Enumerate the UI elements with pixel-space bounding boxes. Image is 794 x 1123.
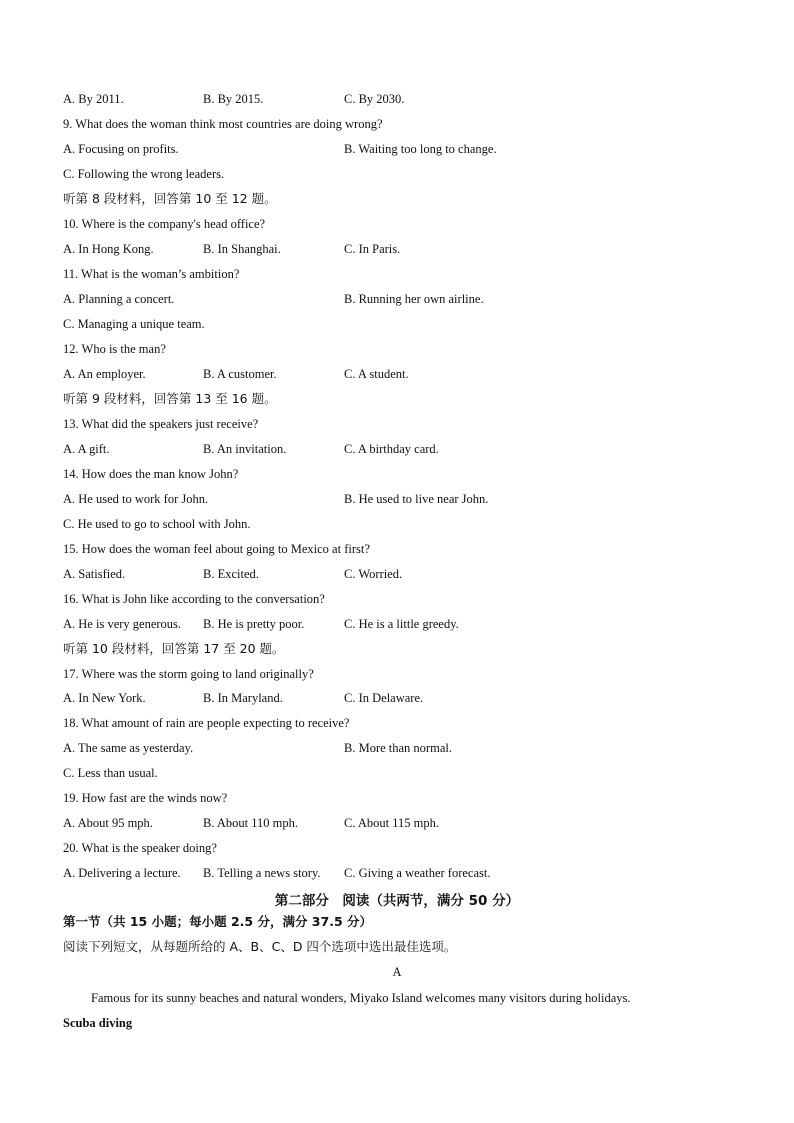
- question-12: 12. Who is the man?: [63, 342, 166, 356]
- question-17: 17. Where was the storm going to land originally?: [63, 667, 314, 681]
- q13-option-c: C. A birthday card.: [344, 442, 439, 456]
- question-19: 19. How fast are the winds now?: [63, 791, 228, 805]
- q16-option-c: C. He is a little greedy.: [344, 617, 459, 631]
- option-b: B. By 2015.: [203, 92, 264, 106]
- q19-option-b: B. About 110 mph.: [203, 816, 299, 830]
- q16-option-b: B. He is pretty poor.: [203, 617, 305, 631]
- passage-intro: Famous for its sunny beaches and natural wonders, Miyako Island welcomes many visitors during holidays.: [91, 991, 631, 1005]
- q19-option-c: C. About 115 mph.: [344, 816, 440, 830]
- q17-option-a: A. In New York.: [63, 691, 146, 705]
- q13-option-a: A. A gift.: [63, 442, 110, 456]
- q10-option-a: A. In Hong Kong.: [63, 242, 154, 256]
- question-18: 18. What amount of rain are people expecting to receive?: [63, 716, 350, 730]
- reading-instruction: 阅读下列短文，从每题所给的 A、B、C、D 四个选项中选出最佳选项。: [63, 939, 457, 954]
- q10-option-c: C. In Paris.: [344, 242, 401, 256]
- option-a: A. By 2011.: [63, 92, 124, 106]
- question-14: 14. How does the man know John?: [63, 467, 239, 481]
- question-13: 13. What did the speakers just receive?: [63, 417, 259, 431]
- subheading-scuba-diving: Scuba diving: [63, 1016, 133, 1030]
- section-one-heading: 第一节（共 15 小题；每小题 2.5 分，满分 37.5 分）: [63, 914, 372, 929]
- option-c: C. By 2030.: [344, 92, 405, 106]
- q15-option-c: C. Worried.: [344, 567, 403, 581]
- q11-option-a: A. Planning a concert.: [63, 292, 175, 306]
- section-9-instruction: 听第 9 段材料，回答第 13 至 16 题。: [63, 391, 277, 406]
- q10-option-b: B. In Shanghai.: [203, 242, 281, 256]
- section-10-instruction: 听第 10 段材料，回答第 17 至 20 题。: [63, 641, 285, 656]
- question-11: 11. What is the woman’s ambition?: [63, 267, 240, 281]
- q13-option-b: B. An invitation.: [203, 442, 287, 456]
- q16-option-a: A. He is very generous.: [63, 617, 182, 631]
- q17-option-b: B. In Maryland.: [203, 691, 283, 705]
- question-9: 9. What does the woman think most countries are doing wrong?: [63, 117, 383, 131]
- question-20: 20. What is the speaker doing?: [63, 841, 217, 855]
- section-8-instruction: 听第 8 段材料，回答第 10 至 12 题。: [63, 191, 277, 206]
- q20-option-b: B. Telling a news story.: [203, 866, 321, 880]
- q18-option-a: A. The same as yesterday.: [63, 741, 194, 755]
- q12-option-c: C. A student.: [344, 367, 409, 381]
- q14-option-b: B. He used to live near John.: [344, 492, 489, 506]
- q12-option-a: A. An employer.: [63, 367, 146, 381]
- q20-option-a: A. Delivering a lecture.: [63, 866, 181, 880]
- q19-option-a: A. About 95 mph.: [63, 816, 153, 830]
- question-16: 16. What is John like according to the conversation?: [63, 592, 325, 606]
- passage-label: A: [392, 965, 402, 979]
- part-two-heading: 第二部分 阅读（共两节，满分 50 分）: [274, 893, 520, 909]
- q14-option-a: A. He used to work for John.: [63, 492, 209, 506]
- question-15: 15. How does the woman feel about going to Mexico at first?: [63, 542, 370, 556]
- question-10: 10. Where is the company's head office?: [63, 217, 266, 231]
- q18-option-b: B. More than normal.: [344, 741, 452, 755]
- q9-option-b: B. Waiting too long to change.: [344, 142, 497, 156]
- q9-option-a: A. Focusing on profits.: [63, 142, 179, 156]
- q11-option-c: C. Managing a unique team.: [63, 317, 205, 331]
- q9-option-c: C. Following the wrong leaders.: [63, 167, 225, 181]
- q15-option-b: B. Excited.: [203, 567, 259, 581]
- q15-option-a: A. Satisfied.: [63, 567, 126, 581]
- q14-option-c: C. He used to go to school with John.: [63, 517, 251, 531]
- q18-option-c: C. Less than usual.: [63, 766, 158, 780]
- q11-option-b: B. Running her own airline.: [344, 292, 484, 306]
- q20-option-c: C. Giving a weather forecast.: [344, 866, 491, 880]
- q17-option-c: C. In Delaware.: [344, 691, 424, 705]
- q12-option-b: B. A customer.: [203, 367, 277, 381]
